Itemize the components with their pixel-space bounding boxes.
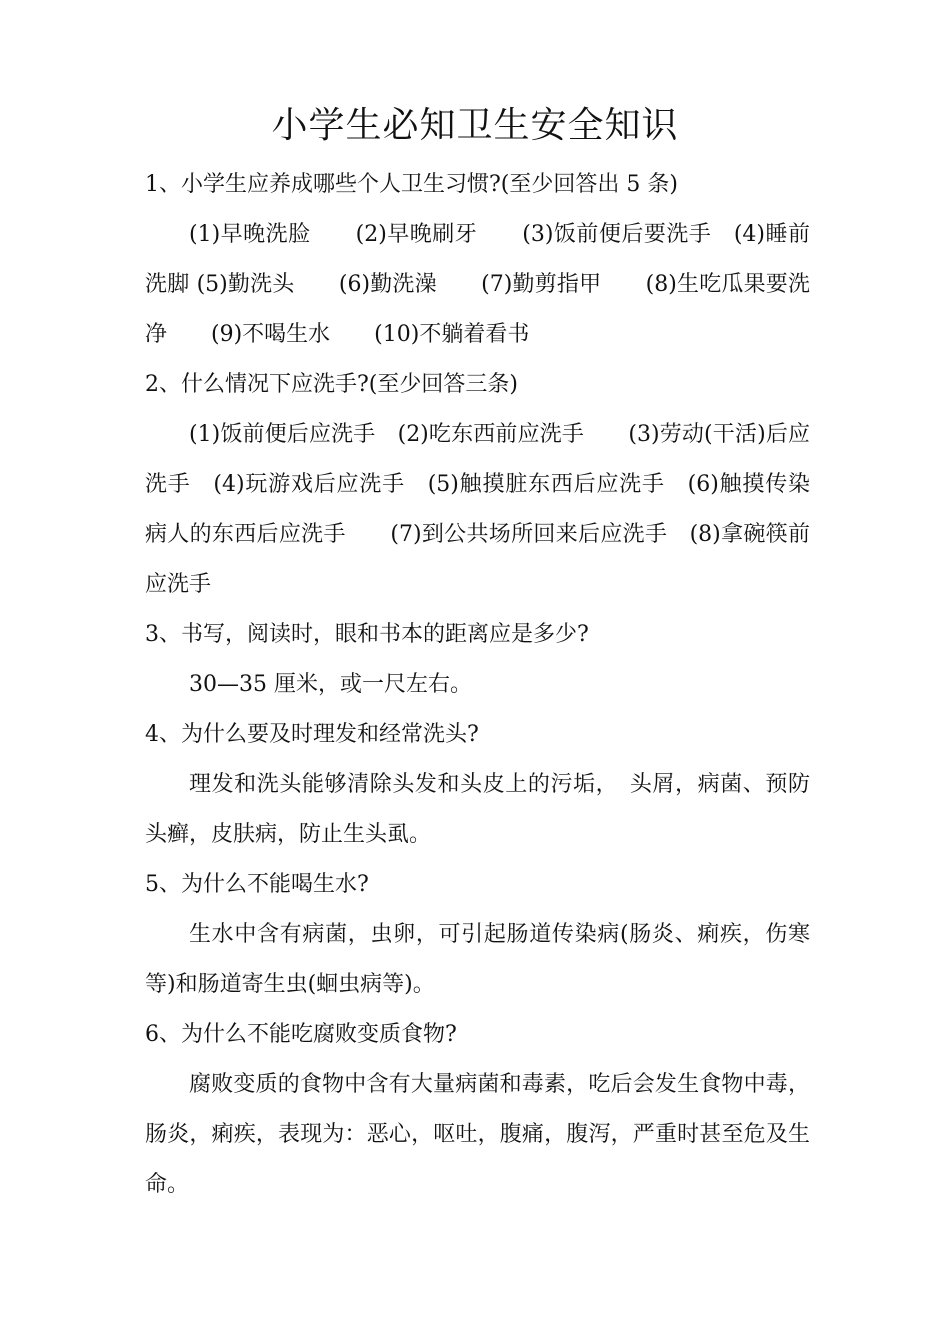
question-5: 5、为什么不能喝生水? — [145, 872, 369, 897]
answer-4: 理发和洗头能够清除头发和头皮上的污垢， 头屑，病菌、预防头癣，皮肤病，防止生头虱。 — [145, 772, 810, 847]
document-body — [145, 160, 810, 1210]
question-6: 6、为什么不能吃腐败变质食物? — [145, 1022, 457, 1047]
question-2: 2、什么情况下应洗手?(至少回答三条) — [145, 372, 518, 397]
question-4: 4、为什么要及时理发和经常洗头? — [145, 722, 479, 747]
answer-6: 腐败变质的食物中含有大量病菌和毒素，吃后会发生食物中毒，肠炎，痢疾，表现为：恶心，呕吐，腹痛，腹泻，严重时甚至危及生命。 — [145, 1072, 810, 1197]
document-title: 小学生必知卫生安全知识 — [271, 105, 679, 146]
answer-1: (1)早晚洗脸 (2)早晚刷牙 (3)饭前便后要洗手 (4)睡前洗脚 (5)勤洗头 (6)勤洗澡 (7)勤剪指甲 (8)生吃瓜果要洗净 (9)不喝生水 (10)不躺着看书 — [145, 222, 810, 347]
question-1: 1、小学生应养成哪些个人卫生习惯?(至少回答出 5 条) — [145, 172, 678, 197]
answer-3: 30—35 厘米，或一尺左右。 — [189, 672, 472, 697]
answer-2: (1)饭前便后应洗手 (2)吃东西前应洗手 (3)劳动(干活)后应洗手 (4)玩游戏后应洗手 (5)触摸脏东西后应洗手 (6)触摸传染病人的东西后应洗手 (7)到公共场所回来后应洗手 (8)拿碗筷前应洗手 — [145, 422, 810, 597]
answer-5: 生水中含有病菌，虫卵，可引起肠道传染病(肠炎、痢疾，伤寒等)和肠道寄生虫(蛔虫病等)。 — [145, 922, 810, 997]
question-3: 3、书写，阅读时，眼和书本的距离应是多少? — [145, 622, 589, 647]
